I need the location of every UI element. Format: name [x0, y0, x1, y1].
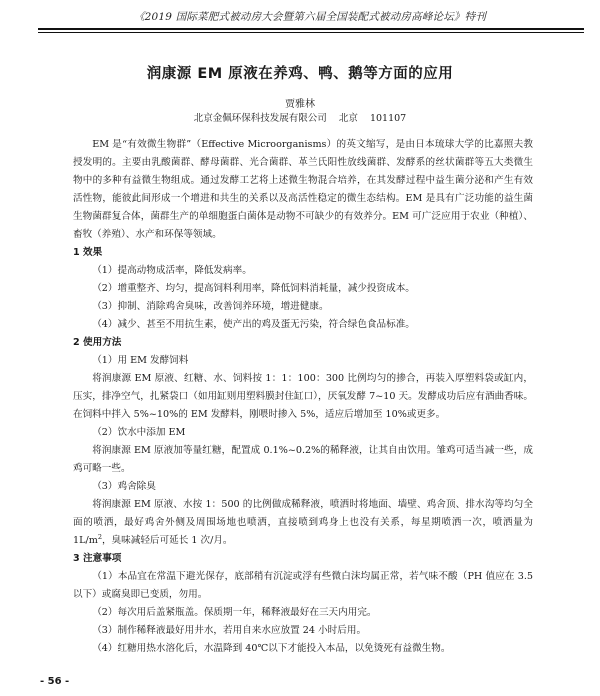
note-item: （3）制作稀释液最好用井水，若用自来水应放置 24 小时后用。 — [92, 625, 367, 636]
article-title: 润康源 EM 原液在养鸡、鸭、鹅等方面的应用 — [146, 66, 454, 82]
section-heading-effects: 1 效果 — [73, 247, 103, 258]
water-paragraph: 将润康源 EM 原液加等量红糖，配置成 0.1%~0.2%的稀释液，让其自由饮用。雏鸡可适当减一些，成鸡可略一些。 — [73, 445, 533, 474]
subsection-heading-deodorize: （3）鸡舍除臭 — [92, 481, 156, 492]
feed-paragraph: 将润康源 EM 原液、红糖、水、饲料按 1：1：100：300 比例均匀的掺合，再装入厚塑料袋或缸内，压实，排净空气，扎紧袋口（如用缸则用塑料膜封住缸口），厌氧发酵 7~10 天。发酵成功后应有酒曲香味。在饲料中拌入 5%~10%的 EM 发酵料，刚喂时掺入 5%，适应后增加至 10%或更多。 — [73, 373, 533, 420]
header-rule — [38, 28, 584, 30]
header-rule-thin — [38, 32, 584, 33]
intro-paragraph: EM 是“有效微生物群”（Effective Microorganisms）的英文缩写，是由日本琉球大学的比嘉照夫教授发明的。主要由乳酸菌群、酵母菌群、光合菌群、革兰氏阳性放线菌群、发酵系的丝状菌群等五大类微生物中的多种有益微生物组成。通过发酵工艺将上述微生物混合培养，在其发酵过程中益生菌分泌和产生有效活性物，能彼此间形成一个增进和共生的关系以及高活性稳定的微生态结构。EM 是具有广泛功能的益生菌生物菌群复合体，菌群生产的单细胞蛋白菌体是动物不可缺少的有效养分。EM 可广泛应用于农业（种植）、畜牧（养殖）、水产和环保等领域。 — [73, 139, 533, 240]
note-item: （1）本品宜在常温下避光保存，底部稍有沉淀或浮有些微白沫均属正常，若气味不酸（PH 值应在 3.5 以下）或腐臭即已变质，勿用。 — [73, 571, 533, 600]
effect-item: （3）抑制、消除鸡舍臭味，改善饲养环境，增进健康。 — [92, 301, 329, 312]
article-body — [73, 136, 533, 658]
section-heading-usage: 2 使用方法 — [73, 337, 122, 348]
article-author: 贾雅林 — [285, 99, 315, 110]
note-item: （4）红糖用热水溶化后，水温降到 40℃以下才能投入本品，以免烫死有益微生物。 — [92, 643, 451, 654]
running-header: 《2019 国际菜肥式被动房大会暨第六届全国装配式被动房高峰论坛》特刊 — [133, 11, 487, 23]
page-number: - 56 - — [40, 676, 70, 687]
article-affiliation: 北京金佩环保科技发展有限公司 北京 101107 — [193, 113, 407, 124]
effect-item: （4）减少、甚至不用抗生素，使产出的鸡及蛋无污染，符合绿色食品标准。 — [92, 319, 415, 330]
note-item: （2）每次用后盖紧瓶盖。保质期一年，稀释液最好在三天内用完。 — [92, 607, 377, 618]
effect-item: （2）增重整齐、均匀，提高饲料利用率，降低饲料消耗量，减少投资成本。 — [92, 283, 415, 294]
section-heading-notes: 3 注意事项 — [73, 553, 122, 564]
effect-item: （1）提高动物成活率，降低发病率。 — [92, 265, 252, 276]
deodorize-text-part1: 将润康源 EM 原液、水按 1：500 的比例做成稀释液，喷洒时将地面、墙壁、鸡舍顶、排水沟等均匀全面的喷洒，最好鸡舍外侧及周围场地也喷洒，直接喷到鸡身上也没有关系，每星期喷洒一次，喷洒量为 1L/m — [73, 499, 533, 546]
subsection-heading-water: （2）饮水中添加 EM — [92, 427, 186, 438]
deodorize-superscript: 2 — [97, 533, 102, 541]
deodorize-paragraph — [73, 496, 533, 550]
deodorize-text-part2: ，臭味减轻后可延长 1 次/月。 — [101, 535, 233, 546]
subsection-heading-feed: （1）用 EM 发酵饲料 — [92, 355, 189, 366]
